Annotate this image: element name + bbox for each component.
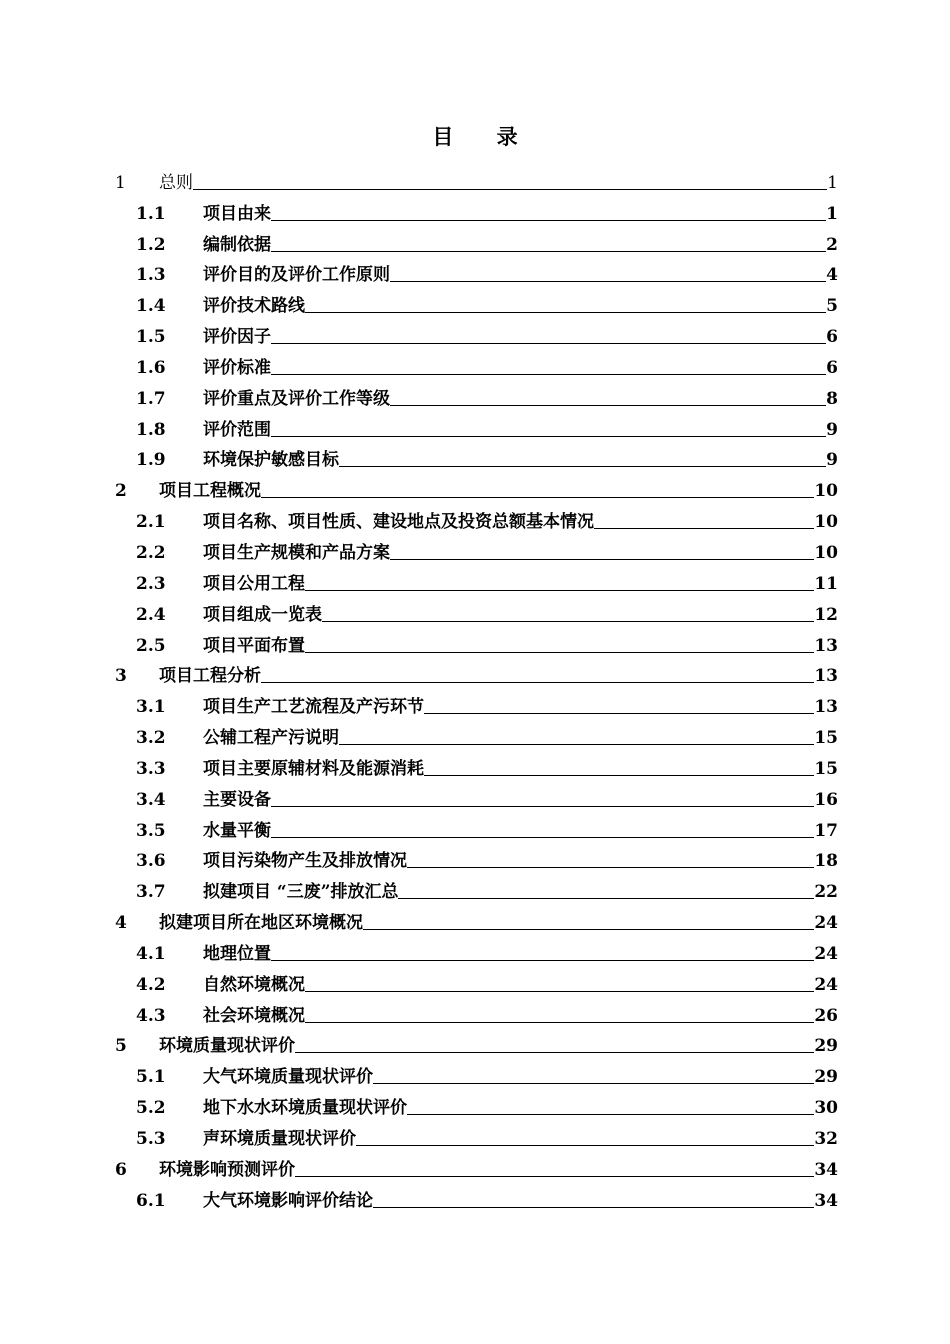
toc-entry-page-number: 10 [814, 542, 838, 563]
toc-leader-line [271, 374, 826, 375]
toc-entry-page-number: 32 [814, 1129, 838, 1149]
toc-entry-label: 拟建项目所在地区环境概况 [159, 913, 363, 934]
toc-chapter-entry[interactable] [112, 1027, 838, 1058]
toc-leader-line [271, 837, 814, 838]
toc-entry-number: 1.3 [136, 265, 166, 286]
toc-entry-page-number: 10 [814, 481, 838, 502]
toc-section-entry[interactable] [112, 872, 838, 903]
toc-entry-number: 2.2 [136, 542, 166, 563]
toc-entry-page-number: 17 [814, 820, 838, 841]
toc-leader-line [339, 744, 814, 745]
toc-entry-label: 项目组成一览表 [203, 604, 322, 625]
toc-leader-line [271, 436, 826, 437]
toc-entry-number: 1.7 [136, 388, 166, 409]
toc-leader-line [295, 1176, 814, 1177]
toc-entry-page-number: 15 [814, 728, 838, 749]
toc-entry-page-number: 26 [814, 1005, 838, 1026]
toc-entry-number: 3.6 [136, 851, 166, 872]
toc-entry-number: 2.1 [136, 512, 166, 533]
toc-entry-number: 4.2 [136, 974, 166, 995]
toc-leader-line [271, 806, 814, 807]
toc-entry-label: 环境保护敏感目标 [203, 450, 339, 471]
toc-section-entry[interactable] [112, 811, 838, 842]
toc-entry-page-number: 29 [814, 1067, 838, 1088]
toc-entry-number: 3.3 [136, 758, 166, 779]
toc-leader-line [363, 929, 814, 930]
toc-entry-number: 5.1 [136, 1067, 166, 1088]
toc-entry-label: 环境质量现状评价 [159, 1036, 295, 1057]
toc-entry-label: 评价标准 [203, 357, 271, 378]
toc-entry-label: 公辅工程产污说明 [203, 728, 339, 749]
toc-entry-page-number: 4 [826, 265, 838, 286]
toc-entry-page-number: 2 [826, 234, 838, 255]
toc-entry-label: 评价范围 [203, 419, 271, 440]
toc-entry-page-number: 8 [826, 388, 838, 409]
toc-entry-number: 1.2 [136, 234, 166, 255]
toc-leader-line [271, 960, 814, 961]
toc-entry-page-number: 12 [814, 604, 838, 625]
toc-section-entry[interactable] [112, 348, 838, 379]
toc-section-entry[interactable] [112, 842, 838, 873]
toc-entry-number: 3.4 [136, 789, 166, 810]
toc-entry-page-number: 16 [814, 789, 838, 810]
toc-section-entry[interactable] [112, 194, 838, 225]
toc-title: 目 录 [432, 124, 536, 149]
toc-entry-number: 2.3 [136, 573, 166, 594]
toc-entry-label: 大气环境质量现状评价 [203, 1067, 373, 1088]
toc-section-entry[interactable] [112, 718, 838, 749]
toc-entry-label: 评价因子 [203, 327, 271, 348]
toc-entry-label: 项目生产工艺流程及产污环节 [203, 697, 424, 718]
toc-leader-line [373, 1207, 814, 1208]
toc-entry-label: 项目平面布置 [203, 635, 305, 656]
toc-chapter-entry[interactable] [112, 1150, 838, 1181]
toc-entry-label: 项目名称、项目性质、建设地点及投资总额基本情况 [203, 512, 594, 533]
toc-entry-number: 5.2 [136, 1098, 166, 1119]
toc-section-entry[interactable] [112, 1057, 838, 1088]
toc-entry-label: 项目工程分析 [159, 666, 261, 687]
toc-entry-number: 3.5 [136, 820, 166, 841]
toc-entry-page-number: 15 [814, 758, 838, 779]
toc-entry-number: 2.4 [136, 604, 166, 625]
toc-entry-number: 1.4 [136, 296, 166, 317]
toc-leader-line [271, 343, 826, 344]
toc-leader-line [424, 775, 814, 776]
toc-entry-number: 3.7 [136, 882, 166, 903]
toc-chapter-entry[interactable] [112, 903, 838, 934]
toc-entry-label: 项目污染物产生及排放情况 [203, 851, 407, 872]
toc-entry-page-number: 9 [826, 419, 838, 440]
toc-entry-label: 项目工程概况 [159, 481, 261, 502]
toc-leader-line [305, 652, 814, 653]
toc-entry-number: 1.1 [136, 203, 166, 224]
toc-entry-label: 项目由来 [203, 203, 271, 224]
toc-entry-page-number: 24 [814, 943, 838, 964]
toc-leader-line [390, 281, 826, 282]
toc-section-entry[interactable] [112, 410, 838, 441]
toc-entry-number: 1.9 [136, 450, 166, 471]
toc-entry-page-number: 18 [814, 851, 838, 872]
toc-entry-page-number: 9 [826, 450, 838, 471]
toc-leader-line [356, 1145, 814, 1146]
toc-list [112, 163, 838, 1212]
toc-section-entry[interactable] [112, 286, 838, 317]
toc-entry-label: 社会环境概况 [203, 1005, 305, 1026]
toc-leader-line [193, 189, 827, 190]
toc-chapter-entry[interactable] [112, 471, 838, 502]
toc-entry-number: 1.8 [136, 419, 166, 440]
toc-entry-page-number: 24 [814, 974, 838, 995]
toc-entry-label: 声环境质量现状评价 [203, 1129, 356, 1149]
toc-entry-label: 主要设备 [203, 789, 271, 810]
toc-entry-label: 地下水水环境质量现状评价 [203, 1098, 407, 1119]
toc-entry-page-number: 29 [814, 1036, 838, 1057]
toc-section-entry[interactable] [112, 626, 838, 657]
toc-entry-page-number: 13 [814, 635, 838, 656]
toc-section-entry[interactable] [112, 595, 838, 626]
toc-leader-line [295, 1052, 814, 1053]
toc-entry-page-number: 11 [814, 573, 838, 594]
toc-leader-line [390, 559, 814, 560]
toc-section-entry[interactable] [112, 533, 838, 564]
toc-leader-line [271, 251, 826, 252]
toc-entry-label: 编制依据 [203, 234, 271, 255]
toc-entry-number: 1.5 [136, 327, 166, 348]
toc-entry-number: 2 [115, 481, 127, 502]
toc-leader-line [407, 1114, 814, 1115]
toc-leader-line [373, 1083, 814, 1084]
toc-section-entry[interactable] [112, 441, 838, 472]
toc-chapter-entry[interactable] [112, 657, 838, 688]
toc-entry-number: 1.6 [136, 357, 166, 378]
toc-section-entry[interactable] [112, 1181, 838, 1212]
toc-leader-line [305, 590, 814, 591]
toc-entry-number: 6 [115, 1159, 127, 1180]
toc-entry-label: 地理位置 [203, 943, 271, 964]
toc-entry-label: 自然环境概况 [203, 974, 305, 995]
toc-entry-number: 3 [115, 666, 127, 687]
toc-entry-number: 6.1 [136, 1190, 166, 1211]
toc-entry-number: 3.1 [136, 697, 166, 718]
toc-leader-line [398, 898, 814, 899]
toc-entry-label: 总则 [159, 172, 193, 193]
toc-entry-number: 3.2 [136, 728, 166, 749]
toc-leader-line [322, 621, 814, 622]
toc-entry-page-number: 5 [826, 296, 838, 317]
toc-entry-page-number: 34 [814, 1159, 838, 1180]
toc-entry-number: 2.5 [136, 635, 166, 656]
toc-entry-page-number: 34 [814, 1190, 838, 1211]
toc-leader-line [271, 220, 826, 221]
toc-leader-line [339, 466, 826, 467]
toc-entry-label: 评价重点及评价工作等级 [203, 388, 390, 409]
toc-section-entry[interactable] [112, 749, 838, 780]
toc-section-entry[interactable] [112, 965, 838, 996]
toc-entry-label: 水量平衡 [203, 820, 271, 841]
toc-section-entry[interactable] [112, 996, 838, 1027]
toc-entry-number: 1 [115, 172, 126, 193]
toc-leader-line [305, 991, 814, 992]
toc-entry-page-number: 30 [814, 1098, 838, 1119]
toc-leader-line [594, 528, 814, 529]
toc-section-entry[interactable] [112, 780, 838, 811]
toc-section-entry[interactable] [112, 317, 838, 348]
toc-entry-label: 评价技术路线 [203, 296, 305, 317]
toc-section-entry[interactable] [112, 1119, 838, 1150]
toc-entry-page-number: 6 [826, 327, 838, 348]
toc-entry-page-number: 1 [826, 203, 838, 224]
toc-chapter-entry[interactable] [112, 163, 838, 194]
toc-entry-page-number: 13 [814, 697, 838, 718]
toc-entry-page-number: 10 [814, 512, 838, 533]
toc-section-entry[interactable] [112, 225, 838, 256]
toc-section-entry[interactable] [112, 379, 838, 410]
toc-entry-label: 拟建项目 “三废”排放汇总 [203, 882, 399, 903]
toc-entry-number: 5.3 [136, 1129, 166, 1149]
toc-leader-line [390, 405, 826, 406]
toc-section-entry[interactable] [112, 934, 838, 965]
toc-leader-line [261, 682, 814, 683]
toc-entry-page-number: 24 [814, 913, 838, 934]
toc-leader-line [407, 867, 814, 868]
toc-section-entry[interactable] [112, 687, 838, 718]
toc-entry-page-number: 6 [826, 357, 838, 378]
toc-entry-page-number: 1 [827, 172, 838, 193]
toc-leader-line [305, 312, 826, 313]
toc-section-entry[interactable] [112, 502, 838, 533]
toc-entry-label: 项目生产规模和产品方案 [203, 542, 390, 563]
toc-section-entry[interactable] [112, 256, 838, 287]
toc-leader-line [424, 713, 814, 714]
toc-entry-label: 环境影响预测评价 [159, 1159, 295, 1180]
toc-entry-label: 项目主要原辅材料及能源消耗 [203, 758, 424, 779]
toc-section-entry[interactable] [112, 564, 838, 595]
toc-entry-number: 4 [115, 913, 127, 934]
toc-section-entry[interactable] [112, 1088, 838, 1119]
toc-entry-page-number: 13 [814, 666, 838, 687]
toc-entry-number: 5 [115, 1036, 127, 1057]
toc-leader-line [305, 1022, 814, 1023]
toc-entry-label: 项目公用工程 [203, 573, 305, 594]
toc-entry-number: 4.1 [136, 943, 166, 964]
toc-entry-label: 评价目的及评价工作原则 [203, 265, 390, 286]
toc-entry-number: 4.3 [136, 1005, 166, 1026]
toc-entry-page-number: 22 [814, 882, 838, 903]
toc-leader-line [261, 497, 814, 498]
toc-entry-label: 大气环境影响评价结论 [203, 1190, 373, 1211]
